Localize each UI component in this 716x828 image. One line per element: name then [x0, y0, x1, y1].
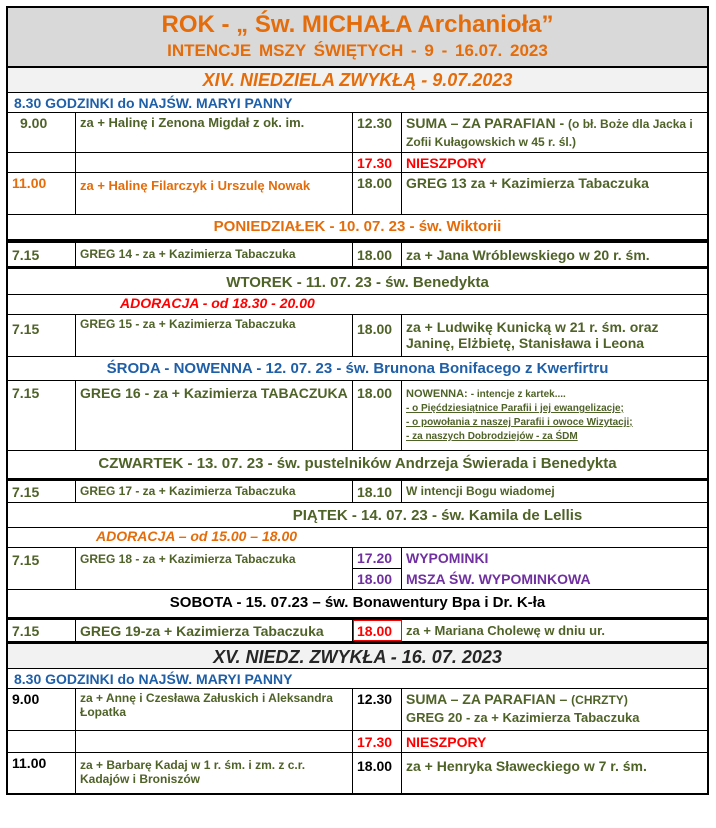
time: 12.30	[353, 689, 402, 730]
thursday-title: CZWARTEK - 13. 07. 23 - św. pustelników Andrzeja Świerada i Benedykta	[8, 451, 707, 481]
sunday-1-row-2	[8, 153, 707, 173]
novena-line: - za naszych Dobrodziejów - za ŚDM	[406, 431, 578, 442]
intention: GREG 16 - za + Kazimierza TABACZUKA	[76, 381, 353, 450]
empty-cell	[76, 153, 353, 172]
time: 9.00	[8, 689, 76, 730]
time: 18.00	[357, 571, 393, 587]
intention: GREG 17 - za + Kazimierza Tabaczuka	[76, 481, 353, 502]
sunday-1-row-1	[8, 113, 707, 153]
time: 7.15	[8, 481, 76, 502]
time: 17.20	[353, 548, 401, 569]
wednesday-row	[8, 381, 707, 451]
intention: za + Ludwikę Kunicką w 21 r. śm. oraz Janinę, Elżbietę, Stanisława i Leona	[406, 319, 659, 351]
sunday-1-row-3	[8, 173, 707, 215]
time: 18.00	[353, 243, 402, 266]
time: 11.00	[8, 173, 76, 214]
tuesday-adoration: ADORACJA - od 18.30 - 20.00	[120, 295, 315, 311]
intention	[402, 689, 707, 730]
friday-title	[8, 503, 707, 528]
intention: GREG 14 - za + Kazimierza Tabaczuka	[76, 243, 353, 266]
time: 7.15	[8, 243, 76, 266]
suma-label: SUMA – ZA PARAFIAN -	[406, 115, 569, 131]
intention: GREG 13 za + Kazimierza Tabaczuka	[406, 175, 649, 191]
novena-title: NOWENNA:	[406, 388, 471, 400]
empty-cell	[76, 731, 353, 752]
time: 12.30	[353, 113, 402, 152]
empty-cell	[8, 731, 76, 752]
friday-adoration-row	[8, 528, 707, 548]
time-stack	[353, 548, 402, 589]
suma-note: (CHRZTY)	[571, 693, 628, 707]
monday-title: PONIEDZIAŁEK - 10. 07. 23 - św. Wiktorii	[8, 215, 707, 243]
time: 18.00	[353, 620, 402, 641]
sunday-2-godzinki: 8.30 GODZINKI do NAJŚW. MARYI PANNY	[8, 669, 707, 689]
wypominkowa-mass: MSZA ŚW. WYPOMINKOWA	[406, 571, 591, 587]
monday-row	[8, 243, 707, 267]
novena-note: - intencje z kartek....	[470, 389, 566, 400]
time: 7.15	[8, 315, 76, 356]
friday-title-text: PIĄTEK - 14. 07. 23 - św. Kamila de Lellis	[292, 507, 583, 524]
time: 18.00	[353, 173, 402, 214]
intention: za + Halinę i Zenona Migdał z ok. im.	[76, 113, 353, 152]
sunday-2-row-1	[8, 689, 707, 731]
vespers: NIESZPORY	[406, 734, 487, 750]
time: 18.10	[353, 481, 402, 502]
suma-label: SUMA – ZA PARAFIAN –	[406, 691, 572, 707]
tuesday-title: WTOREK - 11. 07. 23 - św. Benedykta	[8, 267, 707, 295]
time: 18.00	[353, 381, 402, 450]
intention: za + Henryka Sławeckiego w 7 r. śm.	[406, 758, 647, 774]
thursday-row	[8, 481, 707, 503]
time: 7.15	[8, 620, 76, 641]
suma-note: (o bł. Boże dla Jacka i Zofii Kułagowskich w 45 r. śl.)	[406, 117, 693, 149]
intention: za + Mariana Cholewę w dniu ur.	[406, 623, 606, 638]
wednesday-title: ŚRODA - NOWENNA - 12. 07. 23 - św. Brunona Bonifacego z Kwerfirtru	[8, 357, 707, 381]
intention: za + Barbarę Kadaj w 1 r. śm. i zm. z c.r. Kadajów i Broniszów	[76, 753, 353, 793]
friday-row	[8, 548, 707, 590]
time: 7.15	[8, 548, 76, 589]
intention: GREG 19-za + Kazimierza Tabaczuka	[76, 620, 353, 641]
intention: GREG 18 - za + Kazimierza Tabaczuka	[76, 548, 353, 589]
header	[8, 8, 707, 68]
time: 11.00	[8, 753, 76, 793]
intention	[402, 113, 707, 152]
mass-intentions-sheet	[6, 6, 709, 795]
sunday-2-row-3	[8, 753, 707, 793]
friday-adoration: ADORACJA – od 15.00 – 18.00	[96, 528, 298, 544]
intention: za + Halinę Filarczyk i Urszulę Nowak	[76, 173, 353, 214]
parish-year-title: ROK - „ Św. MICHAŁA Archanioła”	[161, 11, 554, 38]
sunday-2-row-2	[8, 731, 707, 753]
novena-line: - o powołania z naszej Parafii i owoce Wizytacji;	[406, 417, 633, 428]
sunday-1-title: XIV. NIEDZIELA ZWYKŁĄ - 9.07.2023	[8, 68, 707, 93]
time: 18.00	[353, 315, 402, 356]
time: 9.00	[8, 113, 76, 152]
empty-cell	[8, 153, 76, 172]
intention-stack	[402, 548, 707, 589]
intention: za + Annę i Czesława Załuskich i Aleksandra Łopatka	[76, 689, 353, 730]
time: 18.00	[353, 753, 402, 793]
greg-intention: GREG 20 - za + Kazimierza Tabaczuka	[406, 710, 640, 725]
saturday-title: SOBOTA - 15. 07.23 – św. Bonawentury Bpa i Dr. K-ła	[8, 590, 707, 620]
time: 7.15	[8, 381, 76, 450]
tuesday-row	[8, 315, 707, 357]
time: 17.30	[353, 731, 402, 752]
saturday-row	[8, 620, 707, 642]
time: 17.30	[353, 153, 402, 172]
novena-line: - o Pięćdziesiątnice Parafii i jej ewangelizacje;	[406, 403, 624, 414]
sunday-2-title: XV. NIEDZ. ZWYKŁA - 16. 07. 2023	[8, 642, 707, 669]
wypominki: WYPOMINKI	[406, 550, 489, 566]
intentions-subtitle: INTENCJE MSZY ŚWIĘTYCH - 9 - 16.07. 2023	[167, 41, 548, 60]
intention: W intencji Bogu wiadomej	[406, 484, 555, 498]
intention: za + Jana Wróblewskiego w 20 r. śm.	[406, 247, 650, 263]
vespers: NIESZPORY	[406, 155, 487, 171]
intention: GREG 15 - za + Kazimierza Tabaczuka	[76, 315, 353, 356]
sunday-1-godzinki: 8.30 GODZINKI do NAJŚW. MARYI PANNY	[8, 93, 707, 113]
tuesday-adoration-row	[8, 295, 707, 315]
novena-intention	[402, 381, 707, 450]
